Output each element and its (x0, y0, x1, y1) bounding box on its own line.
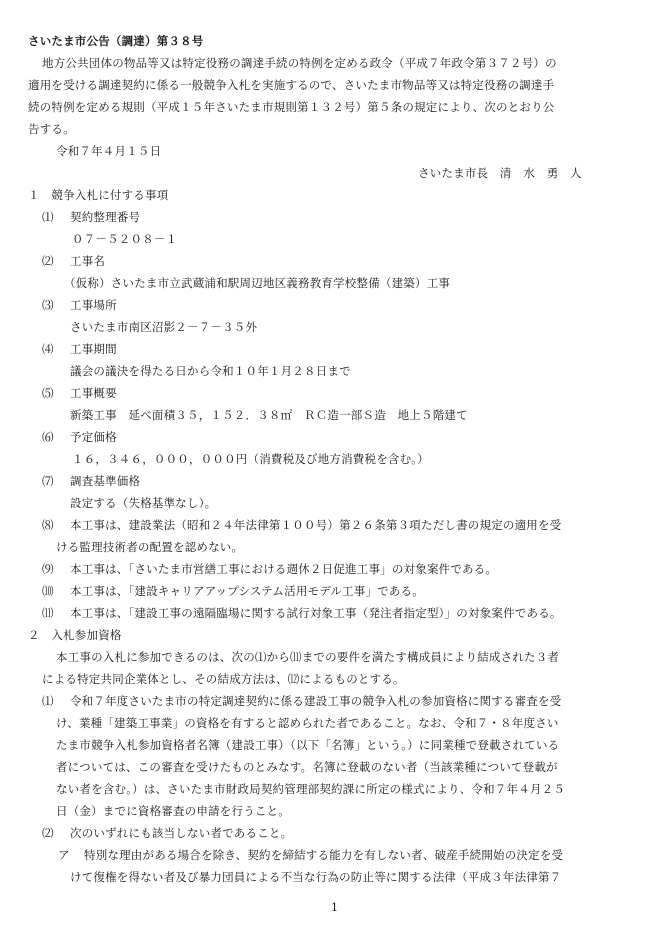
item-label: 工事名 (70, 254, 106, 268)
item-text: たま市競争入札参加資格者名簿（建設工事）（以下「名簿」という。）に同業種で登載されている (56, 738, 560, 752)
item-number: ⑹ (42, 430, 54, 444)
item-text: 本工事は、「建設キャリアアップシステム活用モデル工事」である。 (70, 584, 424, 598)
section-intro: 本工事の入札に参加できるのは、次の⑴から⑾までの要件を満たす構成員により結成された３者 (56, 650, 560, 664)
item-label: 契約整理番号 (70, 210, 141, 224)
section-intro: による特定共同企業体とし、その結成方法は、⑿によるものとする。 (42, 672, 405, 686)
item-text: 令和７年度さいたま市の特定調達契約に係る建設工事の競争入札の参加資格に関する審査を受 (70, 694, 562, 708)
item-number: ⑻ (42, 518, 54, 532)
item-text: 次のいずれにも該当しない者であること。 (70, 826, 293, 840)
item-value: １６，３４６，０００，０００円（消費税及び地方消費税を含む。） (72, 452, 429, 466)
preamble-line: 地方公共団体の物品等又は特定役務の調達手続の特例を定める政令（平成７年政令第３７２号）の (42, 56, 557, 70)
preamble-line: 適用を受ける調達契約に係る一般競争入札を実施するので、さいたま市物品等又は特定役務の調達手 (28, 78, 555, 92)
item-value: 設定する（失格基準なし）。 (70, 496, 217, 510)
item-label: 調査基準価格 (70, 474, 141, 488)
item-text: 本工事は、「建設工事の遠隔臨場に関する試行対象工事（発注者指定型）」の対象案件である。 (70, 606, 562, 620)
subitem-text: けて復権を得ない者及び暴力団員による不当な行為の防止等に関する法律（平成３年法律第７ (70, 870, 562, 884)
item-number: ⑺ (42, 474, 54, 488)
subitem-number: ア (58, 848, 70, 862)
item-text: ける監理技術者の配置を認めない。 (56, 540, 244, 554)
subitem-text: 特別な理由がある場合を除き、契約を締結する能力を有しない者、破産手続開始の決定を受 (84, 848, 564, 862)
item-label: 工事場所 (70, 298, 117, 312)
item-number: ⑼ (42, 562, 54, 576)
item-number: ⑴ (42, 210, 54, 224)
item-text: 本工事は、建設業法（昭和２４年法律第１００号）第２６条第３項ただし書の規定の適用を受 (70, 518, 562, 532)
section-heading: ２ 入札参加資格 (28, 628, 122, 642)
item-number: ⑴ (42, 694, 54, 708)
item-label: 予定価格 (70, 430, 117, 444)
item-text: 日（金）までに資格審査の申請を行うこと。 (56, 804, 290, 818)
item-value: （仮称）さいたま市立武蔵浦和駅周辺地区義務教育学校整備（建築）工事 (64, 276, 451, 290)
item-number: ⑶ (42, 298, 54, 312)
item-number: ⑷ (42, 342, 54, 356)
notice-title: さいたま市公告（調達）第３８号 (28, 34, 204, 48)
item-number: ⑸ (42, 386, 54, 400)
item-number: ⑵ (42, 826, 54, 840)
item-text: 者については、この審査を受けたものとみなす。名簿に登載のない者（当該業種について登載が (56, 760, 558, 774)
item-text: け、業種「建築工事業」の資格を有すると認められた者であること。なお、令和７・８年度さい (56, 716, 559, 730)
item-number: ⑾ (42, 606, 54, 620)
section-heading: １ 競争入札に付する事項 (28, 188, 169, 202)
item-value: ０７－５２０８－１ (72, 232, 178, 246)
signatory: さいたま市長 清 水 勇 人 (418, 166, 582, 180)
page-number: 1 (330, 900, 339, 914)
item-number: ⑽ (42, 584, 54, 598)
notice-date: 令和７年４月１５日 (56, 144, 162, 158)
item-label: 工事期間 (70, 342, 117, 356)
item-text: 本工事は、「さいたま市営繕工事における週休２日促進工事」の対象案件である。 (70, 562, 498, 576)
item-label: 工事概要 (70, 386, 117, 400)
item-value: さいたま市南区沼影２－７－３５外 (70, 320, 258, 334)
item-number: ⑵ (42, 254, 54, 268)
item-text: ない者を含む。）は、さいたま市財政局契約管理部契約課に所定の様式により、令和７年４月２５ (56, 782, 566, 796)
item-value: 新築工事 延べ面積３５，１５２．３８㎡ ＲＣ造一部Ｓ造 地上５階建て (70, 408, 468, 422)
preamble-line: 告する。 (28, 122, 75, 136)
item-value: 議会の議決を得たる日から令和１０年１月２８日まで (70, 364, 351, 378)
preamble-line: 続の特例を定める規則（平成１５年さいたま市規則第１３２号）第５条の規定により、次のとおり公 (28, 100, 555, 114)
